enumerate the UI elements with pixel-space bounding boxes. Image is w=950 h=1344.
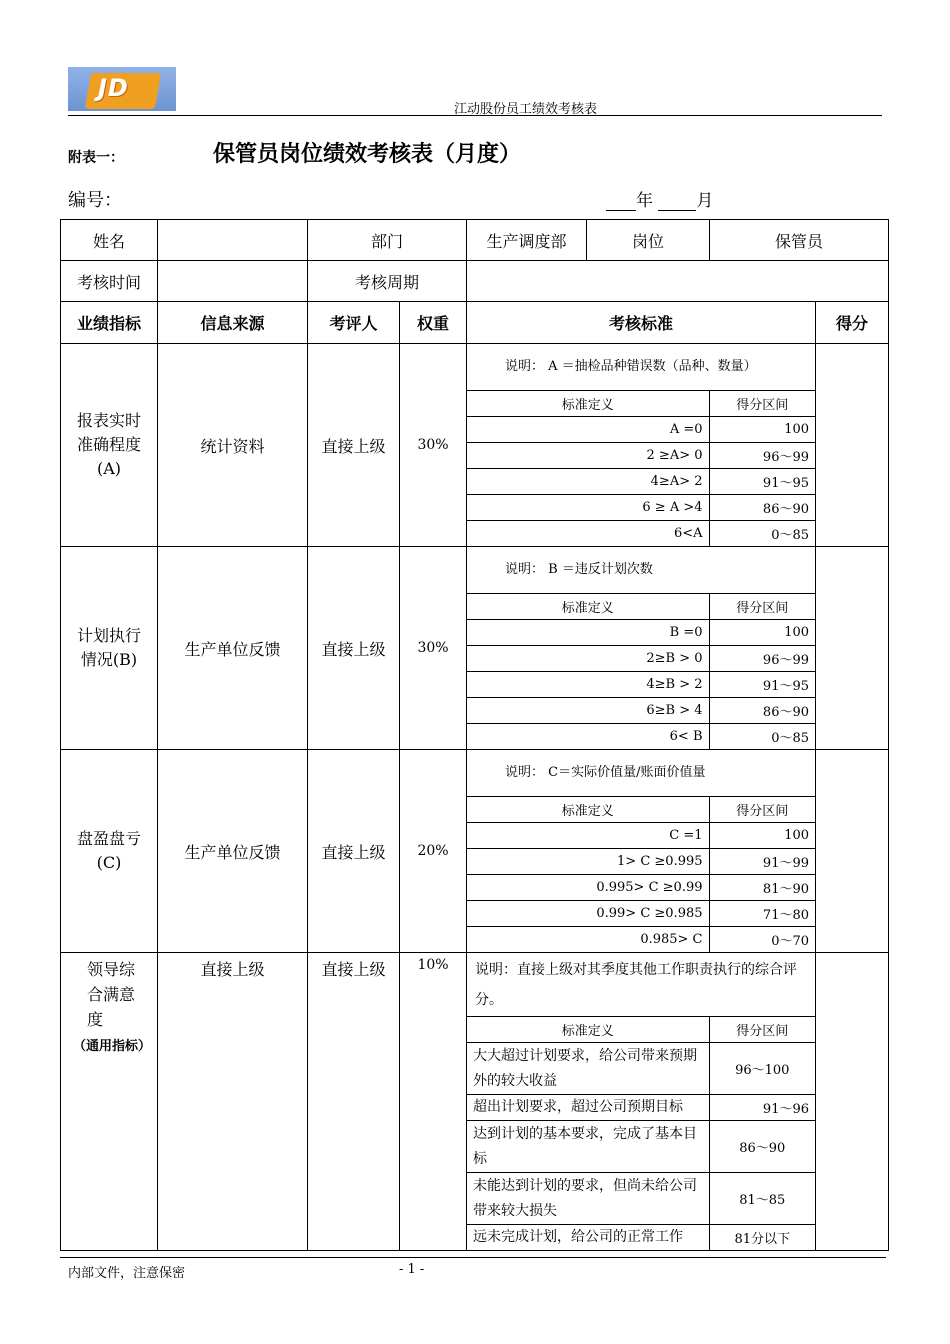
company-logo	[68, 67, 176, 111]
period-label: 考核周期	[308, 261, 467, 302]
standard-table	[467, 390, 815, 546]
standard-def: 达到计划的基本要求，完成了基本目标	[467, 1121, 709, 1173]
standard-def: 未能达到计划的要求，但尚未给公司带来较大损失	[467, 1173, 709, 1225]
score-range: 86～90	[709, 1121, 815, 1173]
indicator-source: 直接上级	[158, 953, 308, 1251]
score-range: 0～85	[709, 521, 815, 547]
score-range: 91～95	[709, 672, 815, 698]
standard-cell	[467, 547, 816, 750]
score-range: 0～70	[709, 927, 815, 953]
company-doc-title: 江动股份员工绩效考核表	[454, 102, 598, 117]
time-label: 考核时间	[61, 261, 158, 302]
col-score: 得分	[816, 302, 889, 344]
header-rule	[68, 115, 882, 116]
indicator-row-a	[61, 344, 889, 547]
score-range: 86～90	[709, 698, 815, 724]
score-range: 0～85	[709, 724, 815, 750]
indicator-evaluator: 直接上级	[308, 547, 400, 750]
indicator-row-c	[61, 750, 889, 953]
score-range: 100	[709, 417, 815, 443]
score-range: 96～100	[709, 1043, 815, 1095]
standard-def: 超出计划要求，超过公司预期目标	[467, 1095, 709, 1121]
logo-text: JD	[98, 74, 129, 102]
period-field[interactable]	[467, 261, 889, 302]
score-field[interactable]	[816, 953, 889, 1251]
score-range: 100	[709, 620, 815, 646]
standard-def: 4≥A> 2	[467, 469, 709, 495]
indicator-tag: （通用指标）	[73, 1039, 152, 1054]
annex-label: 附表一：	[68, 150, 124, 166]
appraisal-table	[60, 219, 889, 1251]
standard-table	[467, 796, 815, 952]
score-field[interactable]	[816, 344, 889, 547]
score-range: 100	[709, 823, 815, 849]
indicator-source: 生产单位反馈	[158, 547, 308, 750]
standard-def: C =1	[467, 823, 709, 849]
score-range: 96～99	[709, 443, 815, 469]
standard-def: B =0	[467, 620, 709, 646]
footer-rule	[60, 1257, 886, 1258]
indicator-weight: 10%	[400, 953, 467, 1251]
page-number: - 1 -	[399, 1262, 425, 1277]
col-indicator: 业绩指标	[61, 302, 158, 344]
sub-header-def: 标准定义	[467, 1017, 709, 1043]
sub-header-range: 得分区间	[709, 1017, 815, 1043]
indicator-source: 统计资料	[158, 344, 308, 547]
standard-def: 大大超过计划要求，给公司带来预期外的较大收益	[467, 1043, 709, 1095]
standard-note: 说明： C＝实际价值量/账面价值量	[505, 765, 706, 780]
standard-def: 6≥B > 4	[467, 698, 709, 724]
info-row-1	[61, 220, 889, 261]
score-range: 86～90	[709, 495, 815, 521]
dept-label: 部门	[308, 220, 467, 261]
score-range: 71～80	[709, 901, 815, 927]
score-range: 91～95	[709, 469, 815, 495]
score-range: 81分以下	[709, 1225, 815, 1251]
col-standard: 考核标准	[467, 302, 816, 344]
indicator-source: 生产单位反馈	[158, 750, 308, 953]
code-label: 编号：	[68, 190, 122, 211]
date-line	[606, 186, 713, 211]
month-blank[interactable]	[658, 194, 696, 211]
standard-def: 0.985> C	[467, 927, 709, 953]
col-source: 信息来源	[158, 302, 308, 344]
sub-header-def: 标准定义	[467, 594, 709, 620]
standard-note: 说明： A ＝抽检品种错误数（品种、数量）	[505, 359, 757, 374]
page-title: 保管员岗位绩效考核表（月度）	[213, 141, 522, 167]
post-value: 保管员	[710, 220, 889, 261]
indicator-weight: 20%	[400, 750, 467, 953]
indicator-row-d	[61, 953, 889, 1251]
standard-def: 6< B	[467, 724, 709, 750]
score-range: 91～96	[709, 1095, 815, 1121]
time-field[interactable]	[158, 261, 308, 302]
standard-def: 远未完成计划，给公司的正常工作	[467, 1225, 709, 1251]
standard-def: 0.99> C ≥0.985	[467, 901, 709, 927]
indicator-evaluator: 直接上级	[308, 953, 400, 1251]
indicator-name-cell	[61, 953, 158, 1251]
standard-cell	[467, 344, 816, 547]
standard-def: 1> C ≥0.995	[467, 849, 709, 875]
score-range: 81～90	[709, 875, 815, 901]
indicator-evaluator: 直接上级	[308, 750, 400, 953]
standard-table	[467, 593, 815, 749]
indicator-row-b	[61, 547, 889, 750]
standard-def: A =0	[467, 417, 709, 443]
standard-cell	[467, 953, 816, 1251]
sub-header-def: 标准定义	[467, 797, 709, 823]
indicator-name: 领导综合满意度	[87, 960, 136, 1029]
sub-header-range: 得分区间	[709, 594, 815, 620]
indicator-weight: 30%	[400, 344, 467, 547]
standard-def: 0.995> C ≥0.99	[467, 875, 709, 901]
indicator-weight: 30%	[400, 547, 467, 750]
standard-note: 说明：直接上级对其季度其他工作职责执行的综合评分。	[475, 962, 798, 1008]
score-field[interactable]	[816, 547, 889, 750]
indicator-evaluator: 直接上级	[308, 344, 400, 547]
standard-def: 6<A	[467, 521, 709, 547]
score-field[interactable]	[816, 750, 889, 953]
standard-note: 说明： B ＝违反计划次数	[505, 562, 653, 577]
year-blank[interactable]	[606, 194, 636, 211]
standard-def: 2 ≥A> 0	[467, 443, 709, 469]
sub-header-def: 标准定义	[467, 391, 709, 417]
standard-def: 4≥B > 2	[467, 672, 709, 698]
name-label: 姓名	[61, 220, 158, 261]
confidential-note: 内部文件，注意保密	[68, 1266, 186, 1281]
standard-def: 2≥B > 0	[467, 646, 709, 672]
col-weight: 权重	[400, 302, 467, 344]
score-range: 81～85	[709, 1173, 815, 1225]
post-label: 岗位	[587, 220, 710, 261]
standard-def: 6 ≥ A >4	[467, 495, 709, 521]
sub-header-range: 得分区间	[709, 797, 815, 823]
indicator-name: 盘盈盘亏(C)	[61, 750, 158, 953]
name-field[interactable]	[158, 220, 308, 261]
col-evaluator: 考评人	[308, 302, 400, 344]
score-range: 91～99	[709, 849, 815, 875]
indicator-name: 报表实时准确程度(A)	[61, 344, 158, 547]
info-row-2	[61, 261, 889, 302]
score-range: 96～99	[709, 646, 815, 672]
month-label: 月	[696, 191, 714, 211]
sub-header-range: 得分区间	[709, 391, 815, 417]
dept-value: 生产调度部	[467, 220, 587, 261]
indicator-name: 计划执行情况(B)	[61, 547, 158, 750]
standard-cell	[467, 750, 816, 953]
year-label: 年	[636, 191, 653, 211]
column-header-row	[61, 302, 889, 344]
standard-table	[467, 1016, 815, 1250]
